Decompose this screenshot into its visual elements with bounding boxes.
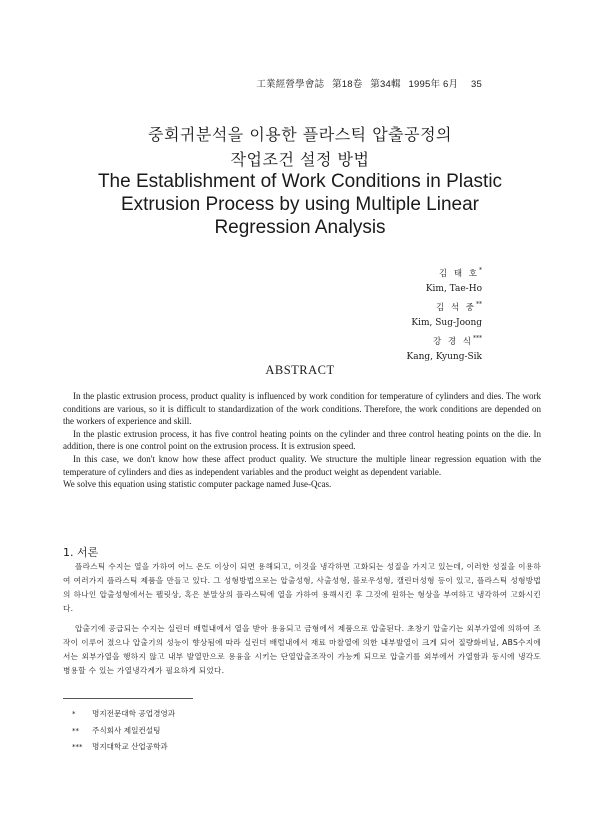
english-title-line2: Extrusion Process by using Multiple Linear: [120, 194, 479, 215]
english-title-line3: Regression Analysis: [214, 217, 386, 238]
running-header: [251, 76, 482, 90]
page-number: 35: [471, 79, 482, 90]
footnote: ** 주식회사 제일컨설팅: [72, 725, 161, 735]
abstract-heading: ABSTRACT: [265, 363, 335, 377]
abstract-paragraph: In the plastic extrusion process, product quality is influenced by work condition for temperature of cylinders and dies. The work conditions are various, so it is difficult to standardization of the work conditions. Therefore, the work conditions are depended on the workers of experience and skill.: [63, 391, 541, 427]
section-heading: 1. 서론: [63, 546, 99, 559]
journal-name: 工業經營學會誌: [256, 79, 325, 90]
footnote: *** 명지대학교 산업공학과: [72, 742, 168, 751]
body-paragraph: 압출기에 공급되는 수지는 실린더 배럴내에서 열을 받아 용융되고 금형에서 제품으로 압출된다. 초창기 압출기는 외부가열에 의하여 조작이 이루어 졌으나 압출기의 성능이 향상됨에 따라 실린더 배럴내에서 재료 마찰열에 의한 내부발열이 크게 되어 질량화비닐, ABS수지에서는 외부가열을 행하지 않고 내부 발열만으로 용융을 시키는 단열압출조작이 가능케 되므로 압출기를 외부에서 가열함과 동시에 냉각도 병용할 수 있는 가열냉각계가 필요하게 되었다.: [63, 624, 541, 675]
section-body: [63, 560, 541, 684]
author-block: [407, 263, 483, 365]
journal-issue: 第34輯: [370, 79, 401, 90]
footnote: * 명지전문대학 공업경영과: [72, 709, 176, 718]
author-1-korean: 김 태 호*: [438, 267, 482, 279]
abstract-paragraph: In this case, we don't know how these affect product quality. We structure the multiple linear regression equation with the temperature of cylinders and dies as independent variables and the product weight as dependent variable.: [63, 453, 541, 477]
english-title-line1: The Establishment of Work Conditions in Plastic: [97, 171, 503, 192]
korean-title-line1: 중회귀분석을 이용한 플라스틱 압출공정의: [148, 125, 452, 144]
korean-title-line2: 작업조건 설정 방법: [230, 150, 370, 169]
author-3-english: Kang, Kyung-Sik: [406, 352, 482, 362]
author-2-korean: 김 석 중**: [435, 301, 482, 313]
author-3-korean: 강 경 식***: [432, 335, 482, 347]
abstract-paragraph: In the plastic extrusion process, it has five control heating points on the cylinder and three control heating points on the die. In addition, there is one control point on the extrusion process. It is extrusion speed.: [63, 428, 541, 452]
abstract-body: [63, 390, 541, 491]
author-1-english: Kim, Tae-Ho: [425, 284, 482, 294]
footnote-divider: [63, 698, 193, 699]
journal-volume: 第18卷: [332, 79, 363, 90]
journal-date: 1995年 6月: [408, 79, 459, 90]
footnotes: [72, 706, 175, 756]
abstract-paragraph: We solve this equation using statistic computer package named Juse-Qcas.: [63, 479, 332, 490]
author-2-english: Kim, Sug-Joong: [411, 318, 482, 328]
body-paragraph: 플라스틱 수지는 열을 가하여 어느 온도 이상이 되면 용해되고, 이것을 냉각하면 고화되는 성질을 가지고 있는데, 이러한 성질을 이용하여 여러가지 플라스틱 제품을 만들고 있다. 그 성형방법으로는 압출성형, 사출성형, 블로우성형, 캘린더성형 등이 있고, 플라스틱 성형방법의 하나인 압출성형에서는 펠릿상, 혹은 분말상의 플라스틱에 열을 가하여 용해시킨 후 그것에 원하는 형상을 부여하고 냉각하여 고화시킨다.: [63, 562, 541, 613]
